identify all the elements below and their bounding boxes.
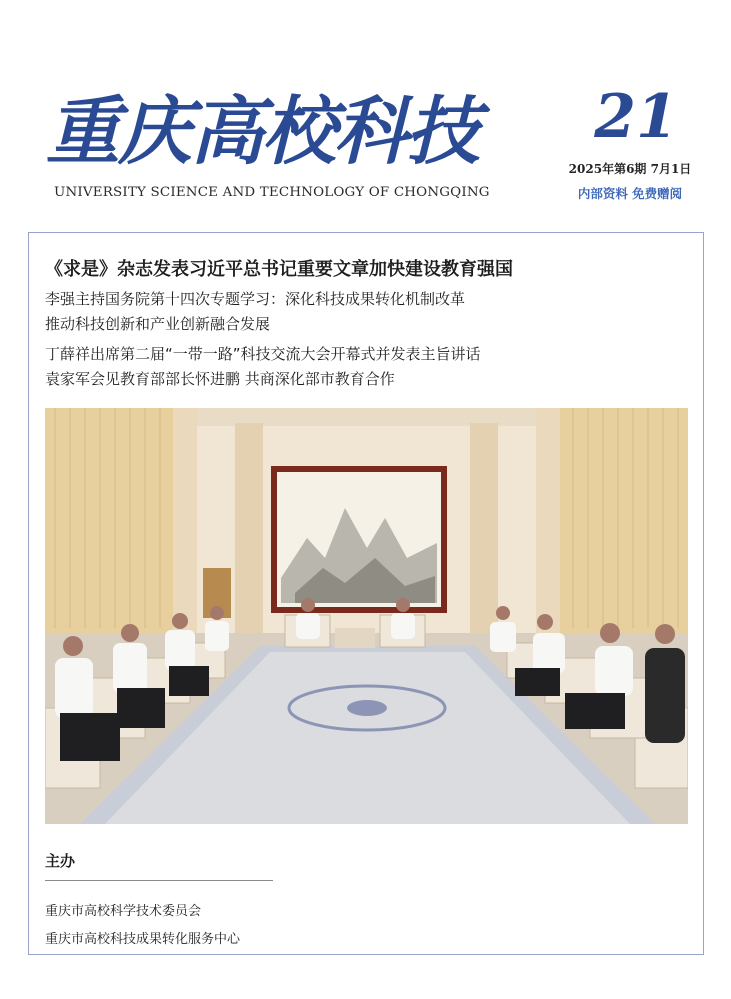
headline-2: 李强主持国务院第十四次专题学习：深化科技成果转化机制改革 xyxy=(45,290,466,308)
content-box xyxy=(28,232,704,955)
headline-3: 推动科技创新和产业创新融合发展 xyxy=(45,315,271,333)
host-organization-1: 重庆市高校科学技术委员会 xyxy=(45,904,202,919)
masthead-subtitle: UNIVERSITY SCIENCE AND TECHNOLOGY OF CHONGQING xyxy=(54,185,490,200)
host-divider xyxy=(45,880,273,881)
issue-date: 2025年第6期 7月1日 xyxy=(568,162,692,176)
host-label: 主办 xyxy=(45,852,76,870)
issue-tag: 内部资料 免费赠阅 xyxy=(577,186,683,201)
headline-main: 《求是》杂志发表习近平总书记重要文章加快建设教育强国 xyxy=(45,259,513,280)
meeting-photo xyxy=(45,408,688,824)
host-organization-2: 重庆市高校科技成果转化服务中心 xyxy=(45,932,241,947)
headline-4: 丁薛祥出席第二届“一带一路”科技交流大会开幕式并发表主旨讲话 xyxy=(45,345,481,363)
headline-5: 袁家军会见教育部部长怀进鹏 共商深化部市教育合作 xyxy=(45,370,395,388)
issue-number: 21 xyxy=(594,82,678,152)
masthead-title: 重庆高校科技 xyxy=(46,89,478,175)
